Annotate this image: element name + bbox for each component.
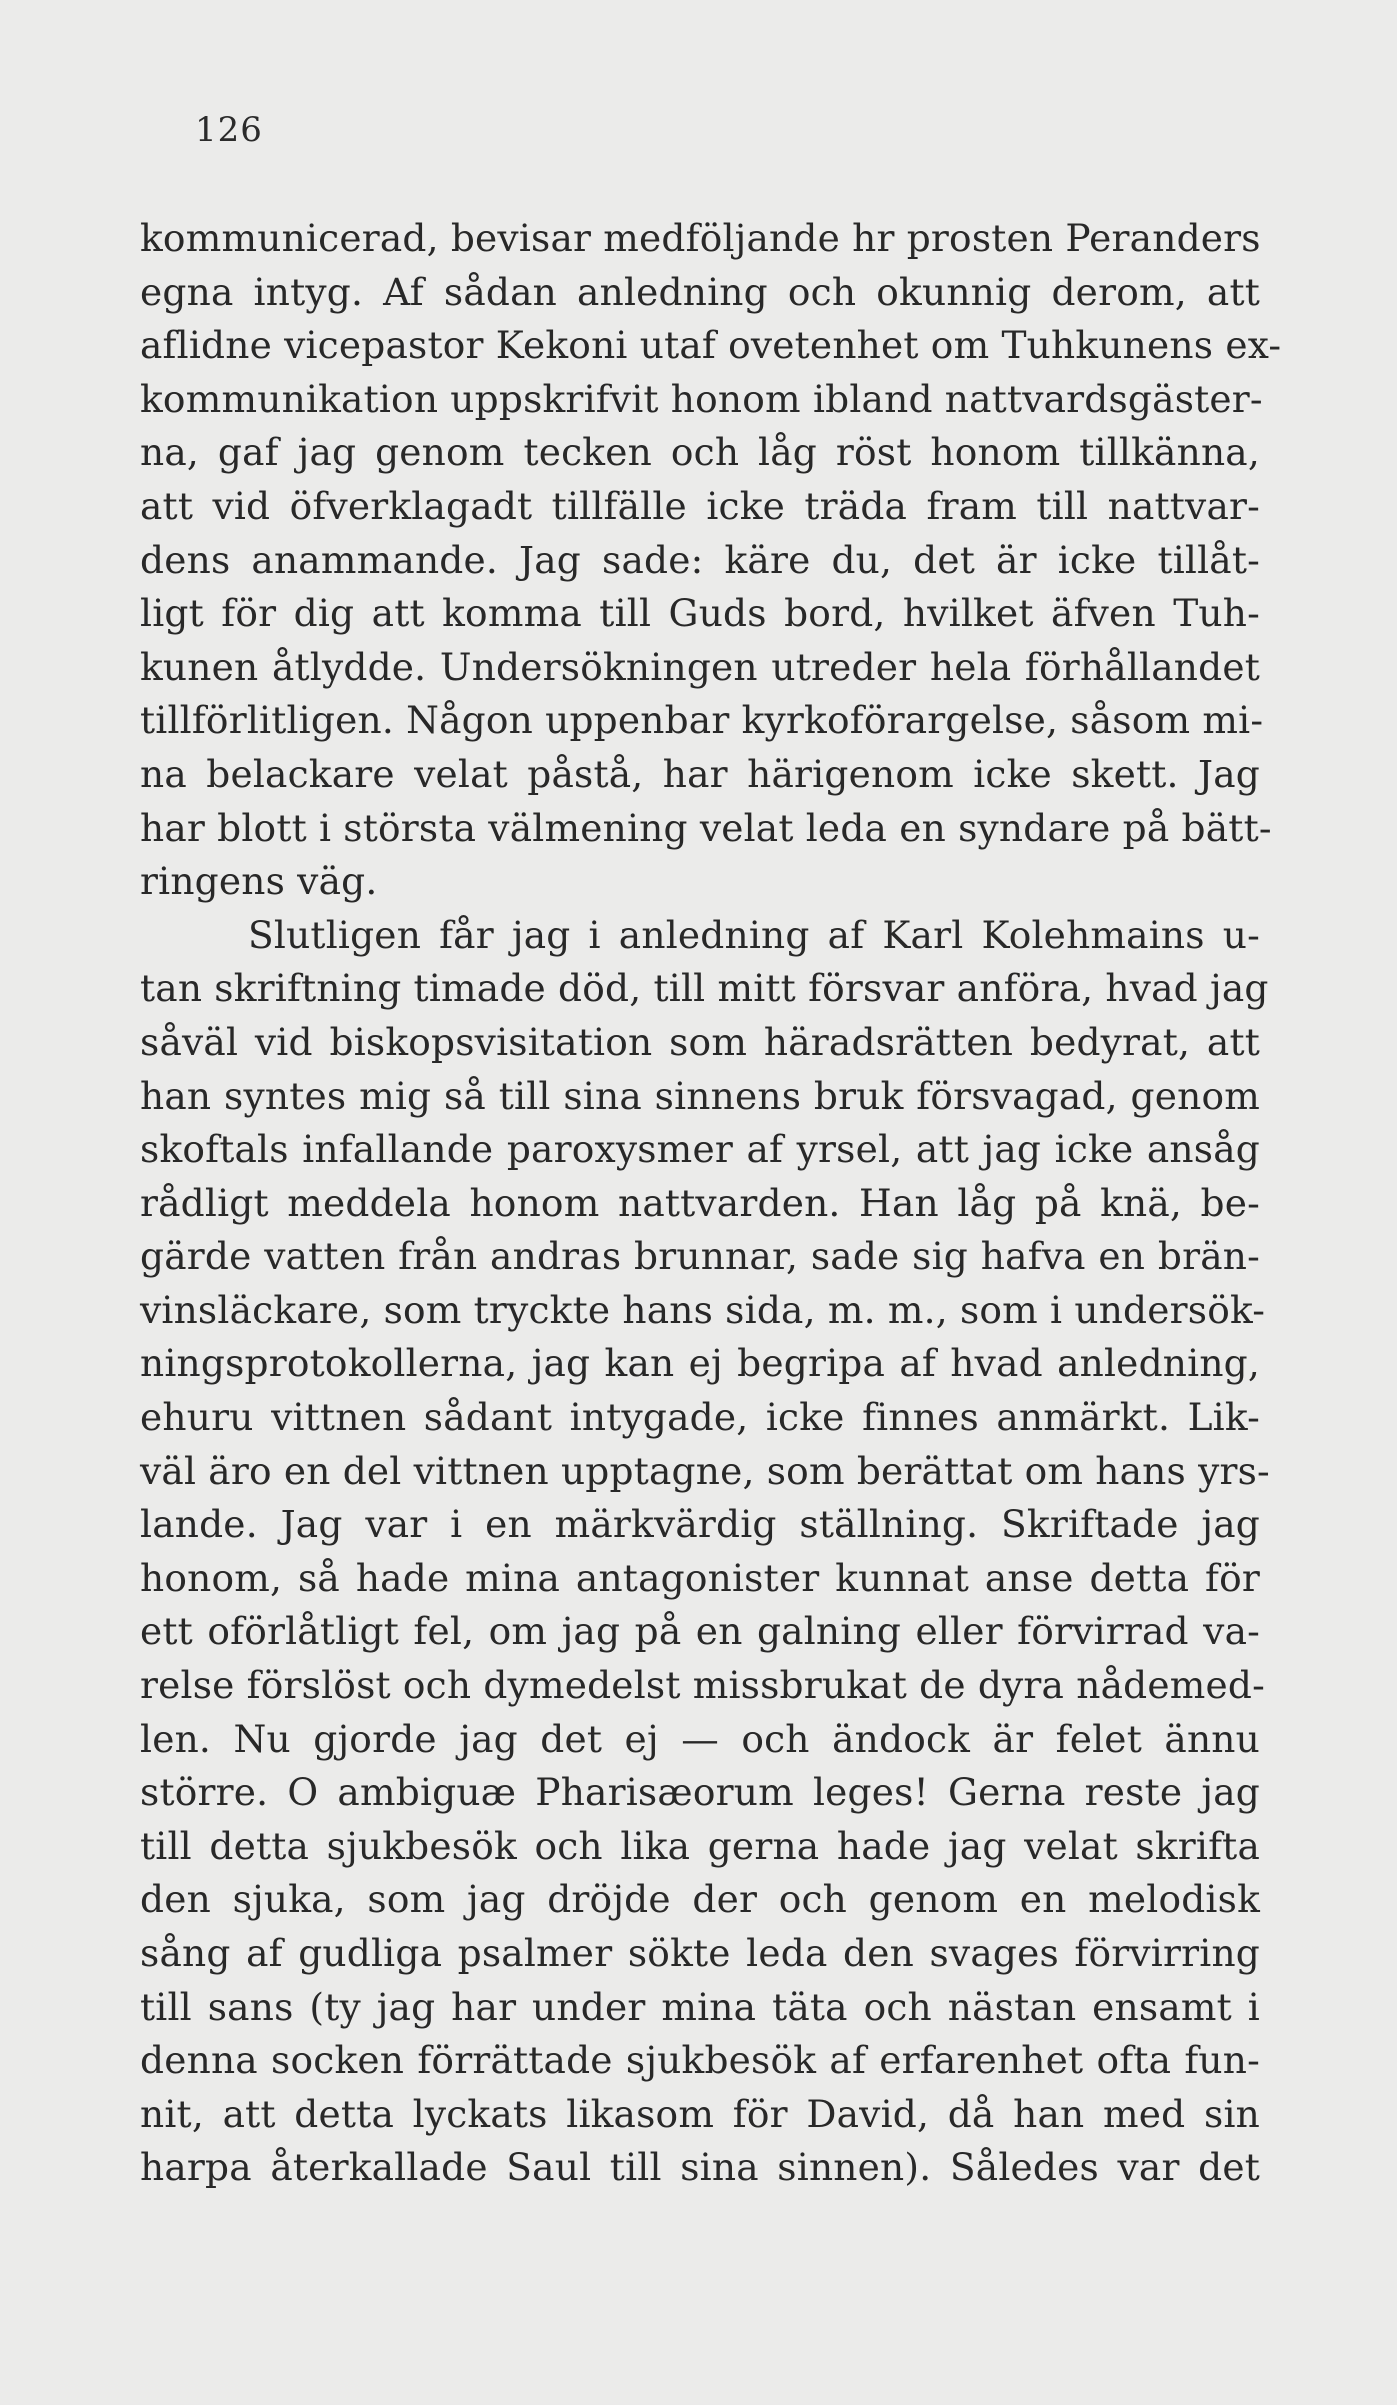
text-line: att vid öfverklagadt tillfälle icke träda fram till nattvar- — [140, 483, 1260, 528]
text-line: till detta sjukbesök och lika gerna hade jag velat skrifta — [140, 1823, 1260, 1868]
text-line: skoftals infallande paroxysmer af yrsel, att jag icke ansåg — [140, 1127, 1260, 1172]
text-line: nit, att detta lyckats likasom för David, då han med sin — [140, 2091, 1260, 2136]
paragraph-start-line: Slutligen får jag i anledning af Karl Kolehmains u- — [248, 912, 1260, 957]
text-line: honom, så hade mina antagonister kunnat anse detta för — [140, 1555, 1260, 1600]
text-line: na, gaf jag genom tecken och låg röst honom tillkänna, — [140, 430, 1260, 475]
text-line: kommunicerad, bevisar medföljande hr prosten Peranders — [140, 216, 1261, 260]
paragraph-end-line: ringens väg. — [140, 859, 378, 904]
text-line: relse förslöst och dymedelst missbrukat de dyra nådemed- — [140, 1663, 1265, 1708]
text-line: den sjuka, som jag dröjde der och genom en melodisk — [140, 1877, 1260, 1922]
text-line: såväl vid biskopsvisitation som häradsrätten bedyrat, att — [140, 1019, 1260, 1064]
text-line: ligt för dig att komma till Guds bord, hvilket äfven Tuh- — [140, 591, 1260, 636]
text-line: har blott i största välmening velat leda en syndare på bätt- — [140, 805, 1272, 850]
body-text — [140, 212, 1282, 2195]
text-line: ett oförlåtligt fel, om jag på en galning eller förvirrad va- — [140, 1609, 1260, 1654]
page-number: 126 — [195, 110, 263, 150]
text-line: kommunikation uppskrifvit honom ibland nattvardsgäster- — [140, 376, 1263, 421]
text-line: aflidne vicepastor Kekoni utaf ovetenhet om Tuhkunens ex- — [140, 323, 1282, 368]
text-line: vinsläckare, som tryckte hans sida, m. m., som i undersök- — [140, 1287, 1266, 1332]
text-line: dens anammande. Jag sade: käre du, det är icke tillåt- — [140, 537, 1260, 582]
text-line: sång af gudliga psalmer sökte leda den svages förvirring — [140, 1931, 1260, 1975]
text-line: kunen åtlydde. Undersökningen utreder hela förhållandet — [140, 644, 1260, 689]
text-line: ehuru vittnen sådant intygade, icke finnes anmärkt. Lik- — [140, 1395, 1260, 1440]
text-line: rådligt meddela honom nattvarden. Han låg på knä, be- — [140, 1180, 1260, 1225]
text-line: gärde vatten från andras brunnar, sade sig hafva en brän- — [140, 1234, 1260, 1279]
text-line: han syntes mig så till sina sinnens bruk försvagad, genom — [140, 1073, 1260, 1118]
text-line: tillförlitligen. Någon uppenbar kyrkoförargelse, såsom mi- — [140, 698, 1264, 743]
text-line: tan skriftning timade död, till mitt försvar anföra, hvad jag — [140, 966, 1269, 1011]
text-line: större. O ambiguæ Pharisæorum leges! Gerna reste jag — [140, 1770, 1260, 1815]
text-line: väl äro en del vittnen upptagne, som berättat om hans yrs- — [140, 1448, 1270, 1493]
text-line: lande. Jag var i en märkvärdig ställning. Skriftade jag — [140, 1502, 1260, 1547]
text-line: ningsprotokollerna, jag kan ej begripa af hvad anledning, — [140, 1341, 1260, 1386]
text-line: na belackare velat påstå, har härigenom icke skett. Jag — [140, 751, 1260, 796]
text-line: till sans (ty jag har under mina täta och nästan ensamt i — [140, 1984, 1260, 2029]
text-line: harpa återkallade Saul till sina sinnen). Således var det — [140, 2145, 1260, 2190]
text-line: egna intyg. Af sådan anledning och okunnig derom, att — [140, 269, 1260, 314]
text-line: denna socken förrättade sjukbesök af erfarenhet ofta fun- — [140, 2038, 1260, 2083]
text-line: len. Nu gjorde jag det ej — och ändock är felet ännu — [140, 1716, 1260, 1761]
